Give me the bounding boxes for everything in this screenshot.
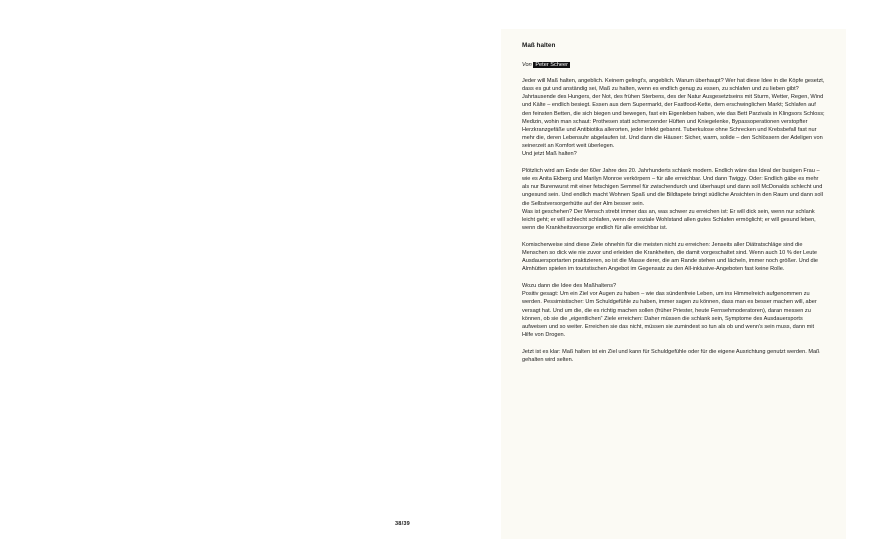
paragraph: Jetzt ist es klar: Maß halten ist ein Ziel und kann für Schuldgefühle oder für die eigene Ausrichtung genutzt werden. Maß gehalten wird selten. — [522, 348, 820, 363]
paragraph: Wozu dann die Idee des Maßhaltens? — [522, 283, 617, 290]
paragraph: Plötzlich wird am Ende der 60er Jahre des 20. Jahrhunderts schlank modern. Endlich wäre das Ideal der busigen Frau – wie es Anita Ekberg und Marilyn Monroe verkörpern – für alle erreichbar. Und dann Twiggy. Oder: Endlich gäbe es mehr als nur Burenwurst mit einer fetschigen Semmel für zwischendurch und überhaupt und dann soll McDonalds schlecht und ungesund sein. Und endlich macht Wohnen Spaß und die Bildtapete bringt südliche Ansichten in den Raum und dann soll die Selbstversorgerhütte auf der Alm besser sein. — [522, 168, 823, 207]
author-name: Peter Scheer — [535, 62, 568, 69]
article-title: Maß halten — [522, 42, 556, 49]
page-number: 38/39 — [395, 521, 410, 527]
byline — [522, 61, 826, 69]
byline-prefix: Von — [522, 62, 532, 69]
paragraph: Und jetzt Maß halten? — [522, 151, 577, 158]
paragraph: Was ist geschehen? Der Mensch strebt immer das an, was schwer zu erreichen ist: Er will dick sein, wenn nur schlank leicht geht; er will schlecht schlafen, wenn der soziale Wohlstand allen gutes Schlafen ermöglicht; er will gesund leben, wenn die Krankheitsvorsorge endlich für alle erreichbar ist. — [522, 208, 816, 231]
paragraph: Jeder will Maß halten, angeblich. Keinem gelingt's, angeblich. Warum überhaupt? Wer hat diese Idee in die Köpfe gesetzt, dass es gut und anständig sei, Maß zu halten, wenn es endlich genug zu essen, zu schlafen und zu lieben gibt? Jahrtausende des Hungers, der Not, des frühen Sterbens, des der Natur Ausgesetztseins mit Sturm, Wetter, Regen, Wind und Kälte – endlich besiegt. Essen aus dem Supermarkt, der Fastfood-Kette, dem erschwinglichen Markt; Schlafen auf den feinsten Betten, die sich biegen und bewegen, fast ein Eigenleben haben, wie das Bett Parzivals in Klingsors Schloss; Medizin, wohin man schaut: Prothesen statt schmerzender Hüften und Kniegelenke, Bypassoperationen verstopfter Herzkranzgefäße und Antibiotika allerorten, jeder Infekt gebannt. Tuberkulose ohne Schrecken und Krebsbefall fast nur mehr die, deren Lebensuhr abgelaufen ist. Und dann die Häuser: Sicher, warm, solide – den Schlössern der Adeligen von seinerzeit an Komfort weit überlegen. — [522, 78, 825, 149]
paragraph: Positiv gesagt: Um ein Ziel vor Augen zu haben – wie das sündenfreie Leben, um ins Himmelreich aufgenommen zu werden. Pessimistischer: Um Schuldgefühle zu haben, immer sagen zu können, dass man es besser machen will, aber versagt hat. Und um die, die es richtig machen sollen (früher Priester, heute Fernsehmoderatoren), daran messen zu können, ob sie die „eigentlichen“ Ziele erreichen: Daher müssen die schlank sein, Symptome des Ausdauersports aufweisen und so weiter. Erreichen sie das nicht, müssen sie zumindest so tun als ob und wenn's sein muss, dann mit Hilfe von Drogen. — [522, 291, 817, 338]
article — [522, 42, 826, 364]
paragraph: Komischerweise sind diese Ziele ohnehin für die meisten nicht zu erreichen: Jenseits aller Diätratschläge sind die Menschen so dick wie nie zuvor und erleiden die Krankheiten, die damit vorgeschaltet sind. Wenn auch 10 % der Leute Ausdauersportarten praktizieren, so ist die Masse derer, die am Rande stehen und lächeln, immer noch größer. Und die Almhütten spielen im touristischen Angebot im Gegensatz zu den All-inklusive-Angeboten fast keine Rolle. — [522, 241, 819, 273]
